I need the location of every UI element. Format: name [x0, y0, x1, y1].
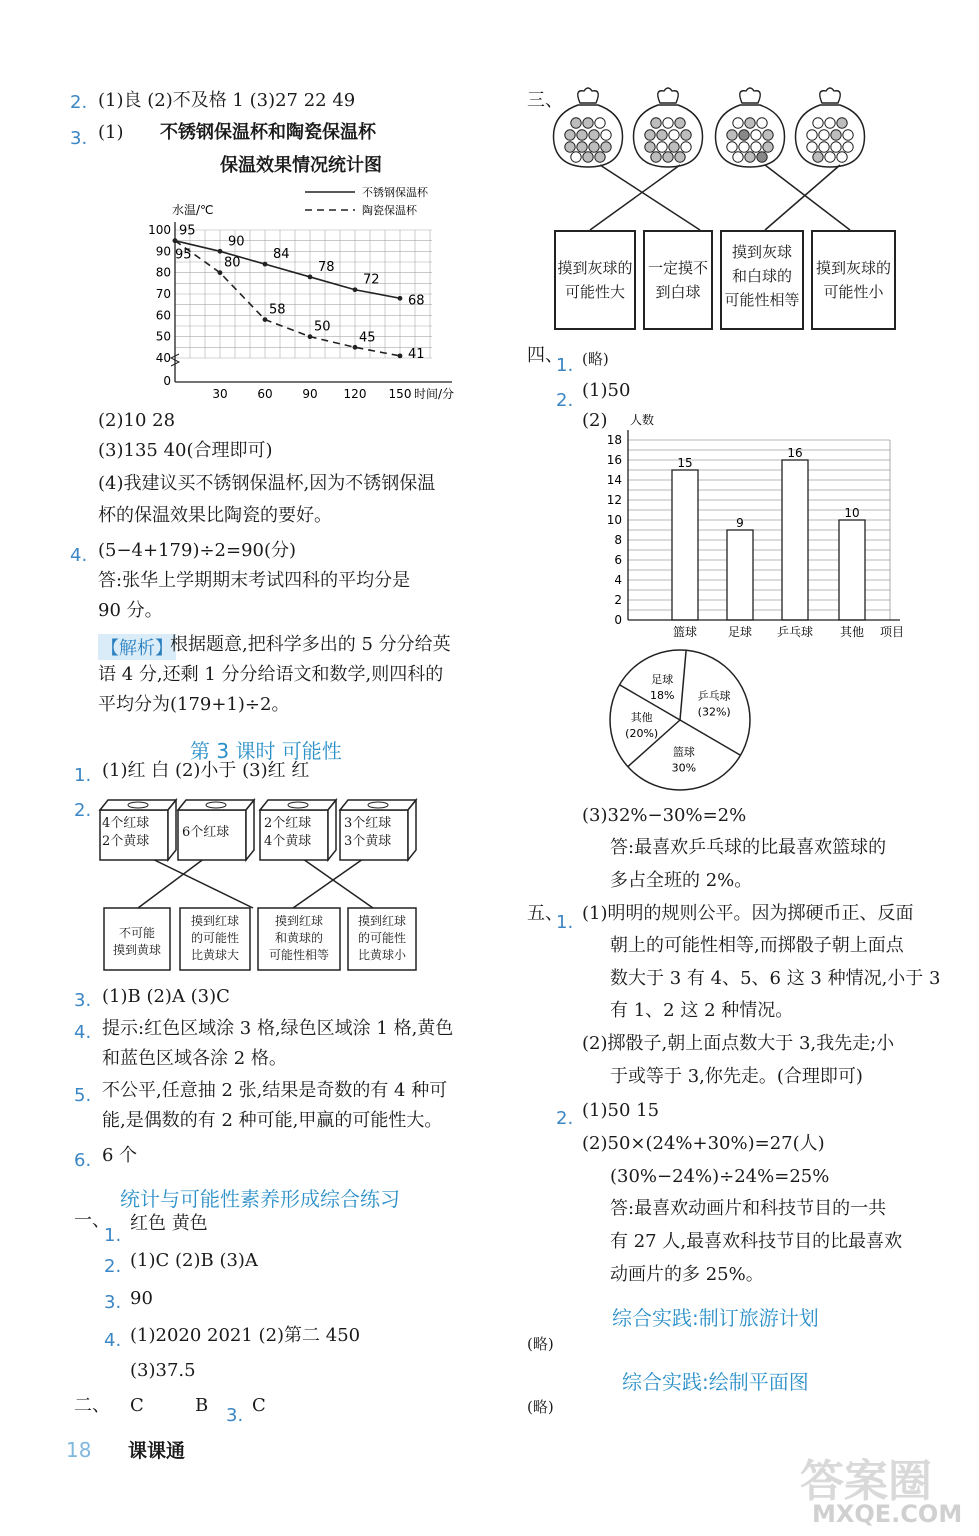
bag-ball — [739, 130, 749, 140]
line-value-label: 78 — [318, 259, 335, 275]
s5-q2-line6: 动画片的多 25%。 — [610, 1264, 764, 1285]
bag-ball — [813, 118, 823, 128]
line-value-label: 41 — [408, 346, 425, 362]
analysis-tag: 【解析】 — [98, 634, 176, 660]
bag-ball — [751, 142, 761, 152]
review-q2-number: 2. — [104, 1256, 122, 1277]
bar-x-tick: 篮球 — [672, 625, 698, 639]
bar-value-label: 15 — [677, 456, 693, 470]
l3-q6-number: 6. — [74, 1150, 92, 1171]
bag-result-box-1: 摸到灰球的 可能性大 — [554, 230, 636, 330]
practice-2-title: 综合实践:绘制平面图 — [622, 1370, 809, 1394]
bag-ball — [595, 118, 605, 128]
review-b2: B — [195, 1395, 209, 1416]
bar-y-tick: 18 — [606, 433, 622, 447]
bag-result-box-4: 摸到灰球的 可能性小 — [811, 230, 896, 330]
bag-result-box-2: 一定摸不 到白球 — [643, 230, 713, 330]
pie-slice-label: 乒乓球 — [697, 689, 731, 703]
pie-slice-label: 足球 — [651, 672, 674, 686]
l3-q3-number: 3. — [74, 990, 92, 1011]
bag-ball — [601, 130, 611, 140]
s4-answer-line1: 答:最喜欢乒乓球的比最喜欢篮球的 — [610, 837, 887, 858]
q3-part3: (3)135 40(合理即可) — [98, 440, 273, 461]
bag-ball — [819, 142, 829, 152]
line-y-tick: 60 — [155, 308, 171, 323]
ball-box-1-label: 4个红球 2个黄球 — [102, 816, 150, 849]
line-point — [218, 270, 223, 275]
bag-ball — [675, 118, 685, 128]
l3-q4-line1: 提示:红色区域涂 3 格,绿色区域涂 1 格,黄色 — [102, 1018, 454, 1039]
s4-q1-answer: (略) — [582, 350, 609, 368]
ball-box-3-label: 2个红球 4个黄球 — [264, 816, 312, 849]
result-box-2-label: 摸到红球 的可能性 比黄球大 — [190, 914, 239, 962]
ball-box-2-label: 6个红球 — [182, 825, 230, 840]
bar-y-tick: 14 — [606, 473, 622, 487]
bag-matching-lines — [590, 165, 850, 230]
bag-ball — [751, 130, 761, 140]
bag-ball — [583, 118, 593, 128]
line-point — [353, 345, 358, 350]
s5-q1-line6: 于或等于 3,你先走。(合理即可) — [610, 1066, 863, 1087]
bag-ball — [675, 152, 685, 162]
line-x-tick: 60 — [257, 387, 273, 401]
review-q1-number: 1. — [104, 1225, 122, 1246]
s5-q1-line4: 有 1、2 这 2 种情况。 — [610, 1000, 794, 1021]
l3-q6-answer: 6 个 — [102, 1145, 138, 1166]
section-3-label: 三、 — [527, 90, 563, 111]
result-box-1-label: 不可能 摸到黄球 — [112, 926, 161, 957]
q4-number: 4. — [70, 545, 88, 566]
bag-ball — [825, 152, 835, 162]
l3-q1-number: 1. — [74, 765, 92, 786]
line-x-tick: 90 — [302, 387, 318, 401]
s5-q2-line4: 答:最喜欢动画片和科技节目的一共 — [610, 1198, 887, 1219]
pie-slice-percent: 30% — [671, 761, 697, 775]
line-y-tick: 90 — [155, 244, 171, 259]
line-value-label: 68 — [408, 293, 425, 309]
bar-chart — [600, 410, 930, 645]
bag-ball — [651, 152, 661, 162]
bag-tie — [740, 88, 761, 103]
l3-q1-answer: (1)红 白 (2)小于 (3)红 红 — [102, 760, 310, 781]
bag-ball — [843, 142, 853, 152]
l3-q2-number: 2. — [74, 800, 92, 821]
practice-1-title: 综合实践:制订旅游计划 — [612, 1306, 819, 1330]
s5-q1-line5: (2)掷骰子,朝上面点数大于 3,我先走;小 — [582, 1033, 895, 1054]
line-x-tick: 120 — [343, 387, 367, 401]
bar-x-tick: 足球 — [727, 625, 753, 639]
bar-3 — [782, 460, 808, 620]
bag-ball — [571, 152, 581, 162]
bag-ball — [663, 118, 673, 128]
s4-q2-number: 2. — [556, 390, 574, 411]
bag-ball — [681, 142, 691, 152]
bar-y-tick: 4 — [614, 573, 622, 587]
ball-bag-4 — [796, 88, 865, 167]
ball-bag-2 — [634, 88, 703, 167]
practice-2-answer: (略) — [527, 1398, 554, 1416]
bag-ball — [645, 130, 655, 140]
review-q4-answer: (1)2020 2021 (2)第二 450 — [130, 1325, 361, 1346]
line-x-tick: 30 — [212, 387, 228, 401]
bag-ball — [745, 118, 755, 128]
l3-q4-line2: 和蓝色区域各涂 2 格。 — [102, 1048, 287, 1069]
review-q2-answer: (1)C (2)B (3)A — [130, 1250, 258, 1271]
line-point — [308, 275, 313, 280]
review-q1-answer: 红色 黄色 — [130, 1213, 208, 1234]
line-y-label: 水温/℃ — [172, 203, 214, 217]
bag-ball — [565, 142, 575, 152]
line-x-tick: 150 — [388, 387, 412, 401]
bar-1 — [672, 470, 698, 620]
bar-value-label: 9 — [736, 516, 744, 530]
bag-ball — [831, 142, 841, 152]
s5-q2-line2: (2)50×(24%+30%)=27(人) — [582, 1133, 825, 1154]
line-value-label: 95 — [175, 247, 192, 263]
bag-ball — [583, 152, 593, 162]
bar-y-tick: 12 — [606, 493, 622, 507]
bag-ball — [825, 118, 835, 128]
ball-bags — [554, 88, 865, 167]
review-section-1: 一、 — [74, 1210, 110, 1231]
bag-ball — [745, 152, 755, 162]
review-b3: C — [252, 1395, 266, 1416]
review-q4-number: 4. — [104, 1330, 122, 1351]
review-q3-answer: 90 — [130, 1288, 153, 1309]
review-q3-number: 3. — [104, 1292, 122, 1313]
bag-ball — [589, 142, 599, 152]
line-y-tick: 0 — [163, 374, 171, 388]
pie-slice-percent: 18% — [650, 688, 675, 702]
ball-bag-3 — [716, 88, 785, 167]
bar-4 — [839, 520, 865, 620]
line-chart-title-2: 保温效果情况统计图 — [220, 155, 382, 176]
bag-ball — [733, 152, 743, 162]
q4-answer-line2: 90 分。 — [98, 600, 163, 621]
lesson3-title: 第 3 课时 可能性 — [190, 739, 342, 763]
q2-answer: (1)良 (2)不及格 1 (3)27 22 49 — [98, 90, 356, 111]
bar-x-label: 项目 — [880, 625, 905, 639]
line-value-label: 72 — [363, 272, 380, 288]
line-chart-legend — [305, 185, 429, 217]
bag-ball — [763, 142, 773, 152]
result-box-3-label: 摸到红球 和黄球的 可能性相等 — [268, 914, 329, 962]
line-point — [218, 249, 223, 254]
section-5-label: 五、 — [527, 903, 563, 924]
bag-ball — [813, 152, 823, 162]
line-value-label: 58 — [269, 302, 286, 318]
bag-ball — [763, 130, 773, 140]
q4-equation: (5−4+179)÷2=90(分) — [98, 540, 297, 561]
box-matching-lines — [138, 852, 373, 908]
line-x-label: 时间/分 — [414, 387, 455, 401]
q3-number: 3. — [70, 128, 88, 149]
bag-ball — [657, 142, 667, 152]
bar-y-tick: 0 — [614, 613, 622, 627]
bag-tie — [578, 88, 599, 103]
line-point — [308, 334, 313, 339]
pie-slice-label: 其他 — [630, 710, 653, 724]
bag-ball — [571, 118, 581, 128]
bar-x-tick: 乒乓球 — [776, 625, 814, 639]
bar-x-tick: 其他 — [839, 625, 865, 639]
watermark-url: MXQE.COM — [812, 1500, 963, 1528]
line-chart — [140, 180, 480, 402]
line-point — [398, 296, 403, 301]
pie-slice-percent: (32%) — [697, 705, 731, 719]
bag-ball — [577, 142, 587, 152]
review-b3-number: 3. — [226, 1405, 244, 1426]
bag-tie — [658, 88, 679, 103]
bag-ball — [757, 152, 767, 162]
line-chart-title-1: 不锈钢保温杯和陶瓷保温杯 — [160, 122, 376, 143]
bag-ball — [727, 130, 737, 140]
bag-ball — [739, 142, 749, 152]
line-y-tick: 70 — [155, 287, 171, 301]
q3-part4-line1: (4)我建议买不锈钢保温杯,因为不锈钢保温 — [98, 473, 436, 494]
l3-q5-number: 5. — [74, 1085, 92, 1106]
ball-bag-1 — [554, 88, 623, 167]
bag-ball — [577, 130, 587, 140]
s5-q2-number: 2. — [556, 1108, 574, 1129]
bag-ball — [663, 152, 673, 162]
q4-explain-line2: 语 4 分,还剩 1 分分给语文和数学,则四科的 — [98, 664, 444, 685]
s5-q1-number: 1. — [556, 912, 574, 933]
line-point — [263, 317, 268, 322]
bag-ball — [837, 152, 847, 162]
bar-chart-bars — [672, 446, 865, 620]
ball-box-4-label: 3个红球 3个黄球 — [344, 816, 392, 849]
bag-ball — [657, 130, 667, 140]
bag-ball — [565, 130, 575, 140]
line-y-tick: 100 — [148, 223, 171, 237]
line-chart-series — [173, 224, 425, 362]
bar-y-label: 人数 — [630, 413, 655, 427]
pie-slice-percent: (20%) — [625, 726, 659, 740]
bag-result-box-3: 摸到灰球 和白球的 可能性相等 — [720, 230, 804, 330]
bag-ball — [807, 142, 817, 152]
line-point — [263, 262, 268, 267]
legend-label-2: 陶瓷保温杯 — [362, 204, 417, 217]
bag-ball — [651, 118, 661, 128]
pie-chart — [605, 645, 755, 795]
line-point — [398, 353, 403, 358]
pie-slice-label: 篮球 — [672, 745, 695, 759]
s4-answer-line2: 多占全班的 2%。 — [610, 870, 753, 891]
bar-value-label: 16 — [787, 446, 803, 460]
bag-tie — [820, 88, 841, 103]
bar-y-tick: 2 — [614, 593, 622, 607]
s4-q1-number: 1. — [556, 355, 574, 376]
line-y-tick: 80 — [155, 265, 171, 280]
q4-explain-line3: 平均分为(179+1)÷2。 — [98, 694, 290, 715]
q2-number: 2. — [70, 92, 88, 113]
s5-q1-line3: 数大于 3 有 4、5、6 这 3 种情况,小于 3 — [610, 968, 941, 989]
bar-y-tick: 10 — [606, 513, 622, 527]
watermark-logo: 答案圈 — [800, 1456, 932, 1507]
result-box-4-label: 摸到红球 的可能性 比黄球小 — [357, 914, 406, 962]
line-y-tick: 50 — [155, 329, 171, 344]
review-section-2: 二、 — [74, 1395, 110, 1416]
bag-ball — [645, 142, 655, 152]
axis-break-mark — [171, 354, 179, 366]
q3-part1: (1) — [98, 122, 124, 143]
bag-ball — [831, 130, 841, 140]
bag-ball — [837, 118, 847, 128]
bag-ball — [757, 118, 767, 128]
review-title: 统计与可能性素养形成综合练习 — [120, 1187, 400, 1211]
q3-part4-line2: 杯的保温效果比陶瓷的要好。 — [98, 505, 332, 526]
review-b1: C — [130, 1395, 144, 1416]
s5-q1-line1: (1)明明的规则公平。因为掷硬币正、反面 — [582, 903, 914, 924]
line-point — [353, 287, 358, 292]
bag-ball — [601, 142, 611, 152]
line-y-tick: 40 — [155, 351, 171, 365]
q4-answer-line1: 答:张华上学期期末考试四科的平均分是 — [98, 570, 411, 591]
s5-q2-line3: (30%−24%)÷24%=25% — [610, 1166, 830, 1187]
section-4-label: 四、 — [527, 345, 563, 366]
l3-q5-line2: 能,是偶数的有 2 种可能,甲赢的可能性大。 — [102, 1110, 443, 1131]
s4-q2-part3: (3)32%−30%=2% — [582, 805, 747, 826]
s4-q2-answer: (1)50 — [582, 380, 631, 401]
line-value-label: 95 — [179, 223, 196, 239]
line-value-label: 84 — [273, 247, 290, 263]
q4-explain-line1: 根据题意,把科学多出的 5 分分给英 — [170, 634, 451, 655]
q3-part2: (2)10 28 — [98, 410, 176, 431]
pie-chart-slices — [610, 650, 750, 790]
legend-label-1: 不锈钢保温杯 — [362, 186, 428, 199]
review-q4-answer-2: (3)37.5 — [130, 1360, 196, 1381]
line-point — [173, 238, 178, 243]
s5-q2-line5: 有 27 人,最喜欢科技节目的比最喜欢 — [610, 1231, 903, 1252]
bag-ball — [807, 130, 817, 140]
bag-ball — [727, 142, 737, 152]
bag-ball — [669, 130, 679, 140]
line-value-label: 80 — [224, 255, 241, 271]
line-value-label: 90 — [228, 234, 245, 250]
bag-ball — [733, 118, 743, 128]
bag-ball — [669, 142, 679, 152]
s5-q2-line1: (1)50 15 — [582, 1100, 660, 1121]
l3-q4-number: 4. — [74, 1022, 92, 1043]
l3-q5-line1: 不公平,任意抽 2 张,结果是奇数的有 4 种可 — [102, 1080, 448, 1101]
bag-ball — [595, 152, 605, 162]
bar-y-tick: 8 — [614, 533, 622, 547]
practice-1-answer: (略) — [527, 1335, 554, 1353]
bar-2 — [727, 530, 753, 620]
bag-ball — [819, 130, 829, 140]
bag-ball — [843, 130, 853, 140]
bag-ball — [589, 130, 599, 140]
s4-q2-part2: (2) — [582, 410, 608, 431]
brand-name: 课课通 — [128, 1440, 186, 1462]
s5-q1-line2: 朝上的可能性相等,而掷骰子朝上面点 — [610, 935, 904, 956]
bar-y-tick: 16 — [606, 453, 622, 467]
bag-ball — [681, 130, 691, 140]
bar-value-label: 10 — [844, 506, 860, 520]
page-number: 18 — [66, 1438, 92, 1462]
line-value-label: 45 — [359, 330, 376, 346]
line-value-label: 50 — [314, 319, 331, 335]
bar-y-tick: 6 — [614, 553, 622, 567]
l3-q3-answer: (1)B (2)A (3)C — [102, 986, 230, 1007]
